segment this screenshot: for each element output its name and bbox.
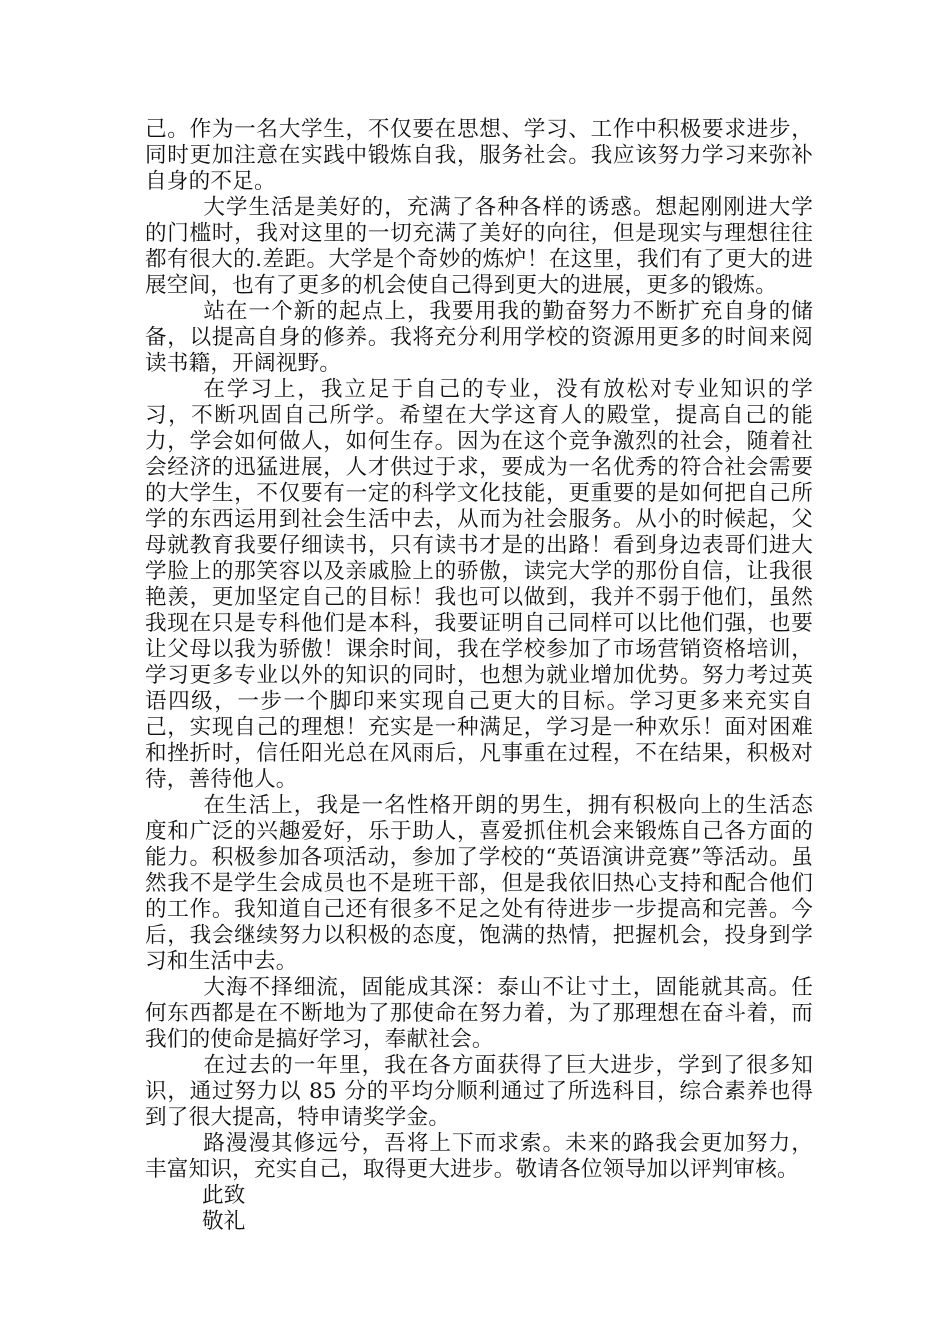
- paragraph-4: 在学习上，我立足于自己的专业，没有放松对专业知识的学习，不断巩固自己所学。希望在大学这育人的殿堂，提高自己的能力，学会如何做人，如何生存。因为在这个竞争激烈的社会，随着社会经济的迅猛进展，人才供过于求，要成为一名优秀的符合社会需要的大学生，不仅要有一定的科学文化技能，更重要的是如何把自己所学的东西运用到社会生活中去，从而为社会服务。从小的时候起，父母就教育我要仔细读书，只有读书才是的出路！看到身边表哥们进大学脸上的那笑容以及亲戚脸上的骄傲，读完大学的那份自信，让我很艳羡，更加坚定自己的目标！我也可以做到，我并不弱于他们，虽然我现在只是专科他们是本科，我要证明自己同样可以比他们强，也要让父母以我为骄傲！课余时间，我在学校参加了市场营销资格培训，学习更多专业以外的知识的同时，也想为就业增加优势。努力考过英语四级，一步一个脚印来实现自己更大的目标。学习更多来充实自己，实现自己的理想！充实是一种满足，学习是一种欢乐！面对困难和挫折时，信任阳光总在风雨后，凡事重在过程，不在结果，积极对待，善待他人。: [145, 377, 813, 792]
- paragraph-7: 在过去的一年里，我在各方面获得了巨大进步，学到了很多知识，通过努力以 85 分的平均分顺利通过了所选科目，综合素养也得到了很大提高，特申请奖学金。: [145, 1053, 813, 1130]
- paragraph-3: 站在一个新的起点上，我要用我的勤奋努力不断扩充自身的储备，以提高自身的修养。我将充分利用学校的资源用更多的时间来阅读书籍，开阔视野。: [145, 299, 813, 376]
- paragraph-5: 在生活上，我是一名性格开朗的男生，拥有积极向上的生活态度和广泛的兴趣爱好，乐于助人，喜爱抓住机会来锻炼自己各方面的能力。积极参加各项活动，参加了学校的“英语演讲竞赛”等活动。虽然我不是学生会成员也不是班干部，但是我依旧热心支持和配合他们的工作。我知道自己还有很多不足之处有待进步一步提高和完善。今后，我会继续努力以积极的态度，饱满的热情，把握机会，投身到学习和生活中去。: [145, 793, 813, 974]
- letter-body: [145, 117, 813, 1235]
- paragraph-1: 己。作为一名大学生，不仅要在思想、学习、工作中积极要求进步，同时更加注意在实践中锻炼自我，服务社会。我应该努力学习来弥补自身的不足。: [145, 117, 813, 194]
- closing-regards: 敬礼: [202, 1209, 246, 1234]
- paragraph-8: 路漫漫其修远兮，吾将上下而求索。未来的路我会更加努力，丰富知识，充实自己，取得更大进步。敬请各位领导加以评判审核。: [145, 1131, 813, 1182]
- paragraph-6: 大海不择细流，固能成其深：泰山不让寸土，固能就其高。任何东西都是在不断地为了那使命在努力着，为了那理想在奋斗着，而我们的使命是搞好学习，奉献社会。: [145, 975, 813, 1052]
- closing-salutation: 此致: [202, 1183, 246, 1208]
- paragraph-2: 大学生活是美好的，充满了各种各样的诱惑。想起刚刚进大学的门槛时，我对这里的一切充满了美好的向往，但是现实与理想往往都有很大的.差距。大学是个奇妙的炼炉！在这里，我们有了更大的进展空间，也有了更多的机会使自己得到更大的进展，更多的锻炼。: [145, 195, 813, 298]
